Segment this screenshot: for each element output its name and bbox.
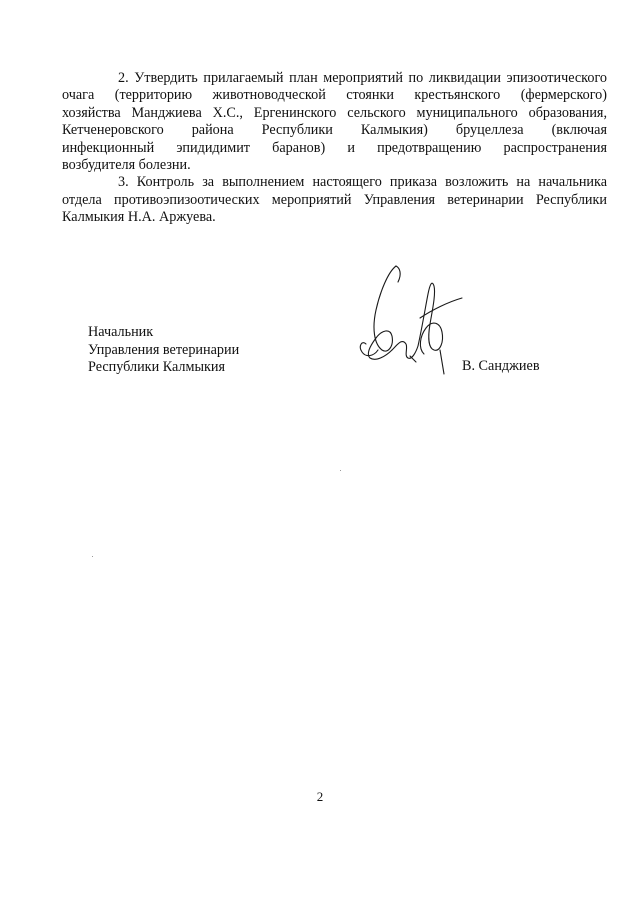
scan-speck	[340, 470, 341, 471]
document-body	[62, 70, 607, 227]
signatory-title-line: Управления ветеринарии	[88, 341, 240, 358]
signatory-title-line: Республики Калмыкия	[88, 359, 226, 376]
scan-speck	[92, 556, 93, 557]
handwritten-signature	[352, 258, 470, 376]
signatory-title-line: Начальник	[88, 324, 154, 340]
paragraph-3-line: 3. Контроль за выполнением настоящего приказа возложить на начальника	[118, 174, 607, 191]
paragraph-2-line: инфекционный эпидидимит баранов) и предотвращению распространения	[62, 139, 607, 156]
page-number: 2	[316, 789, 324, 804]
paragraph-2-line: очага (территорию животноводческой стоянки крестьянского (фермерского)	[62, 87, 607, 104]
paragraph-3-line: отдела противоэпизоотических мероприятий Управления ветеринарии Республики	[62, 191, 607, 208]
paragraph-2	[62, 70, 607, 174]
signatory-title	[88, 324, 239, 377]
paragraph-2-line: Кетченеровского района Республики Калмыкия) бруцеллеза (включая	[62, 122, 607, 139]
paragraph-2-line: возбудителя болезни.	[62, 157, 191, 174]
paragraph-3	[62, 174, 607, 226]
paragraph-3-line: Калмыкия Н.А. Аржуева.	[62, 209, 216, 226]
signatory-name: В. Санджиев	[462, 358, 540, 374]
paragraph-2-line: 2. Утвердить прилагаемый план мероприятий по ликвидации эпизоотического	[118, 70, 607, 86]
paragraph-2-line: хозяйства Манджиева Х.С., Ергенинского сельского муниципального образования,	[62, 104, 607, 121]
